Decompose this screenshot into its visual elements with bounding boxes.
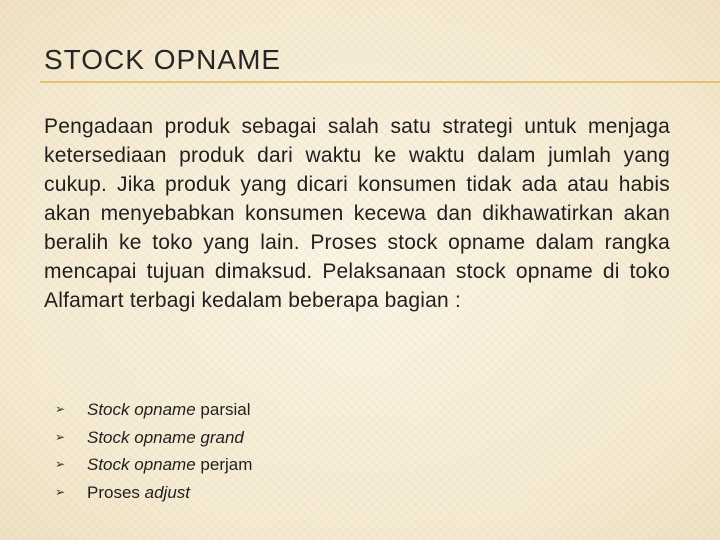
bullet-item-adjust	[55, 479, 252, 507]
bullet-list	[55, 396, 252, 506]
arrowhead-bullet-icon: ➢	[55, 429, 66, 444]
bullet-italic-text: Stock opname	[87, 400, 196, 419]
title-divider	[40, 81, 720, 83]
bullet-italic-text: adjust	[144, 482, 191, 502]
bullet-italic-text: Stock opname	[87, 455, 196, 474]
bullet-item-parsial	[55, 396, 252, 424]
body-paragraph: Pengadaan produk sebagai salah satu strategi untuk menjaga ketersediaan produk dari waktu ke waktu dalam jumlah yang cukup. Jika produk yang dicari konsumen tidak ada atau habis akan menyebabkan konsumen kecewa dan dikhawatirkan akan beralih ke toko yang lain. Proses stock opname dalam rangka mencapai tujuan dimaksud. Pelaksanaan stock opname di toko Alfamart terbagi kedalam beberapa bagian :	[44, 115, 670, 312]
bullet-text: parsial	[195, 400, 251, 419]
arrowhead-bullet-icon: ➢	[55, 484, 66, 499]
bullet-item-perjam	[55, 451, 252, 479]
bullet-text: Proses	[87, 482, 145, 502]
arrowhead-bullet-icon: ➢	[55, 402, 66, 416]
bullet-text: perjam	[195, 455, 253, 474]
bullet-item-grand	[55, 424, 252, 452]
arrowhead-bullet-icon: ➢	[55, 457, 66, 471]
slide-title: STOCK OPNAME	[44, 44, 282, 75]
bullet-italic-text: Stock opname grand	[87, 427, 244, 447]
